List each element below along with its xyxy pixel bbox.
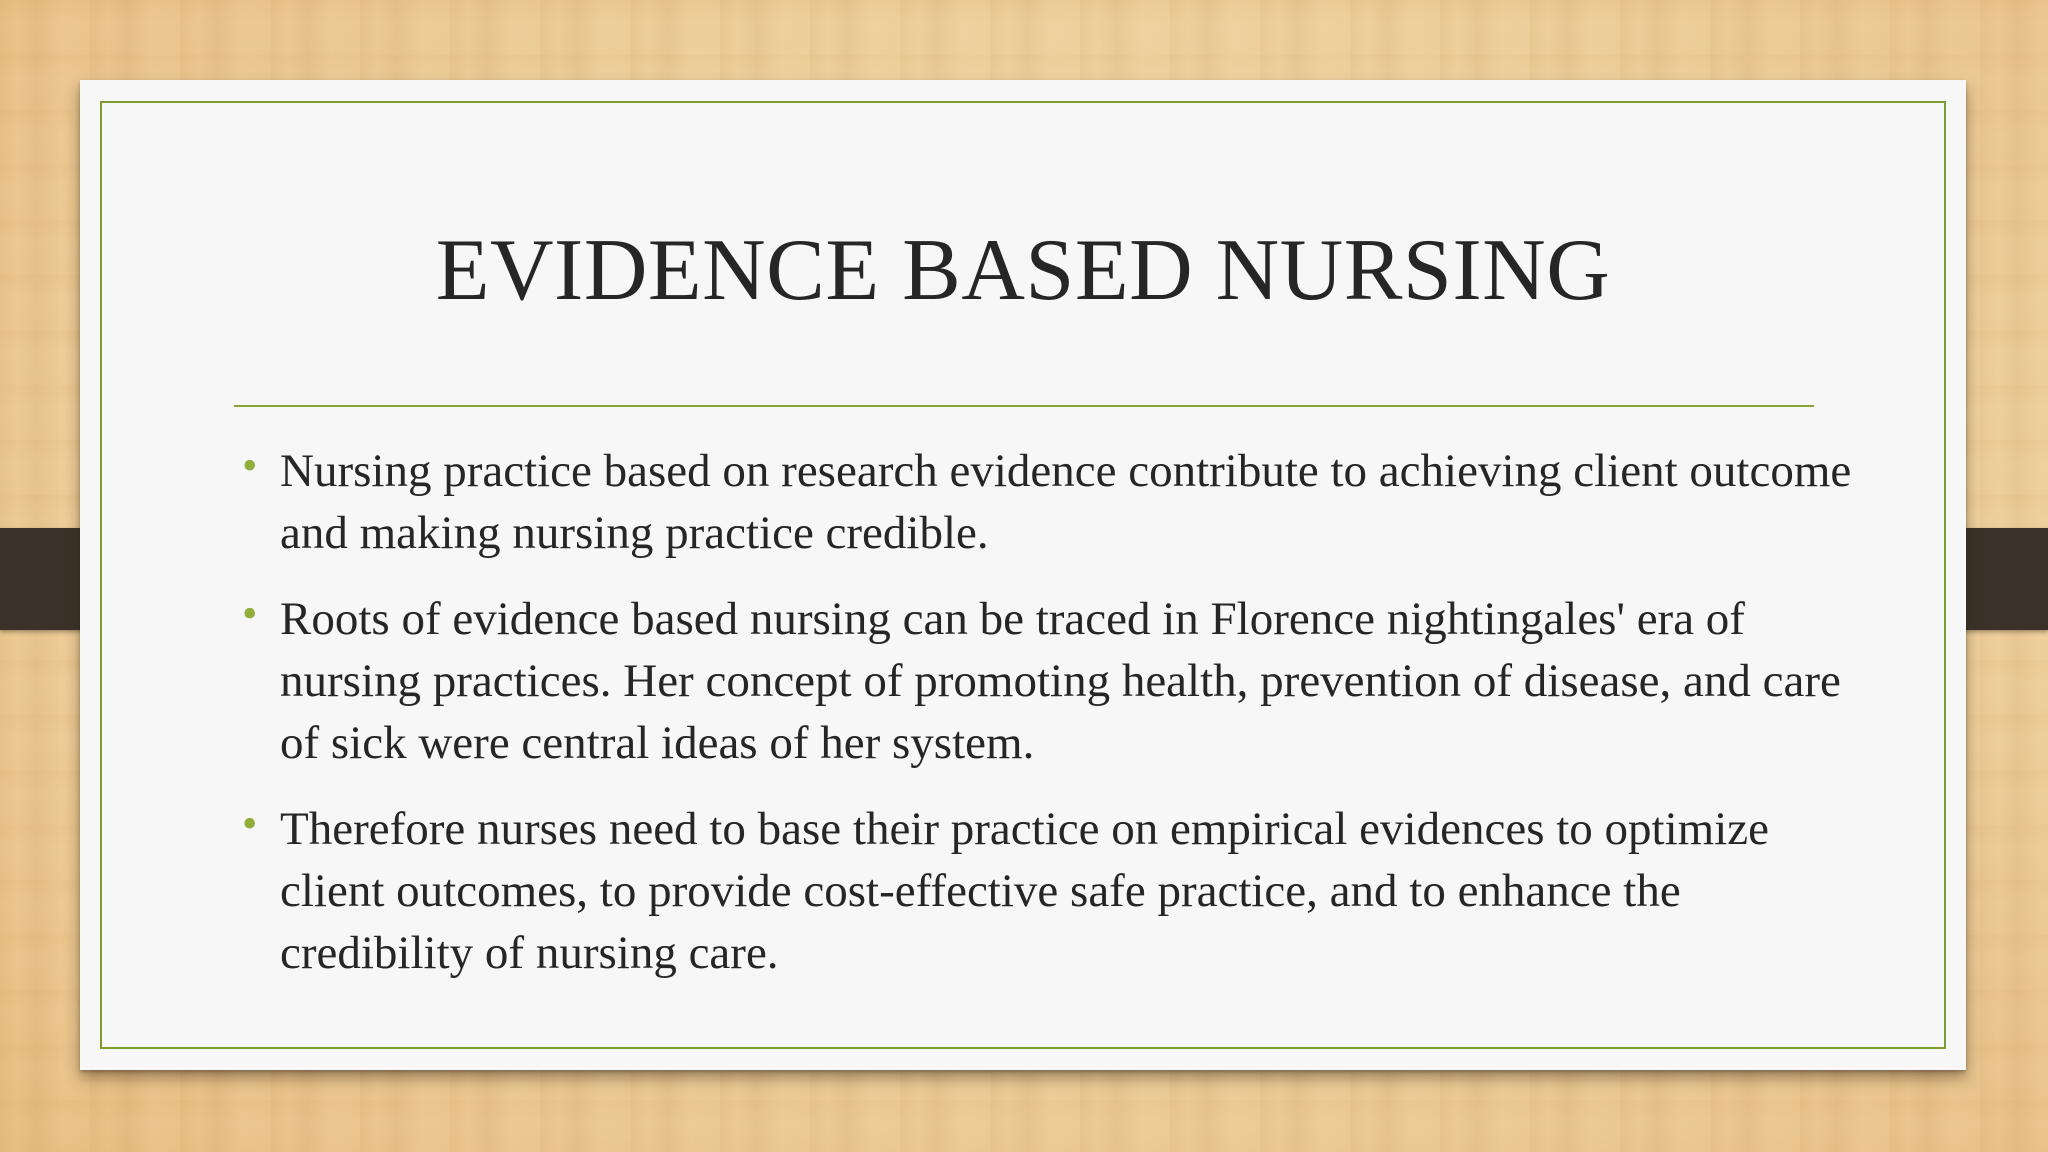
slide-card xyxy=(80,80,1966,1070)
bullet-text: Roots of evidence based nursing can be traced in Florence nightingales' era of nursing practices. Her concept of promoting health, prevention of disease, and care of sick were central ideas of her system. xyxy=(280,593,1841,769)
bullet-item xyxy=(242,798,1860,984)
slide-title: EVIDENCE BASED NURSING xyxy=(435,222,1611,319)
title-divider xyxy=(234,405,1814,407)
bullet-dot-icon: • xyxy=(242,441,258,490)
bullet-text: Nursing practice based on research evidence contribute to achieving client outcome and making nursing practice credible. xyxy=(280,445,1852,559)
bullet-item xyxy=(242,588,1860,774)
bullet-dot-icon: • xyxy=(242,589,258,638)
bullet-text: Therefore nurses need to base their practice on empirical evidences to optimize client outcomes, to provide cost-effective safe practice, and to enhance the credibility of nursing care. xyxy=(280,803,1769,979)
bullet-item xyxy=(242,440,1860,564)
bullet-list xyxy=(242,440,1860,1008)
bullet-dot-icon: • xyxy=(242,799,258,848)
